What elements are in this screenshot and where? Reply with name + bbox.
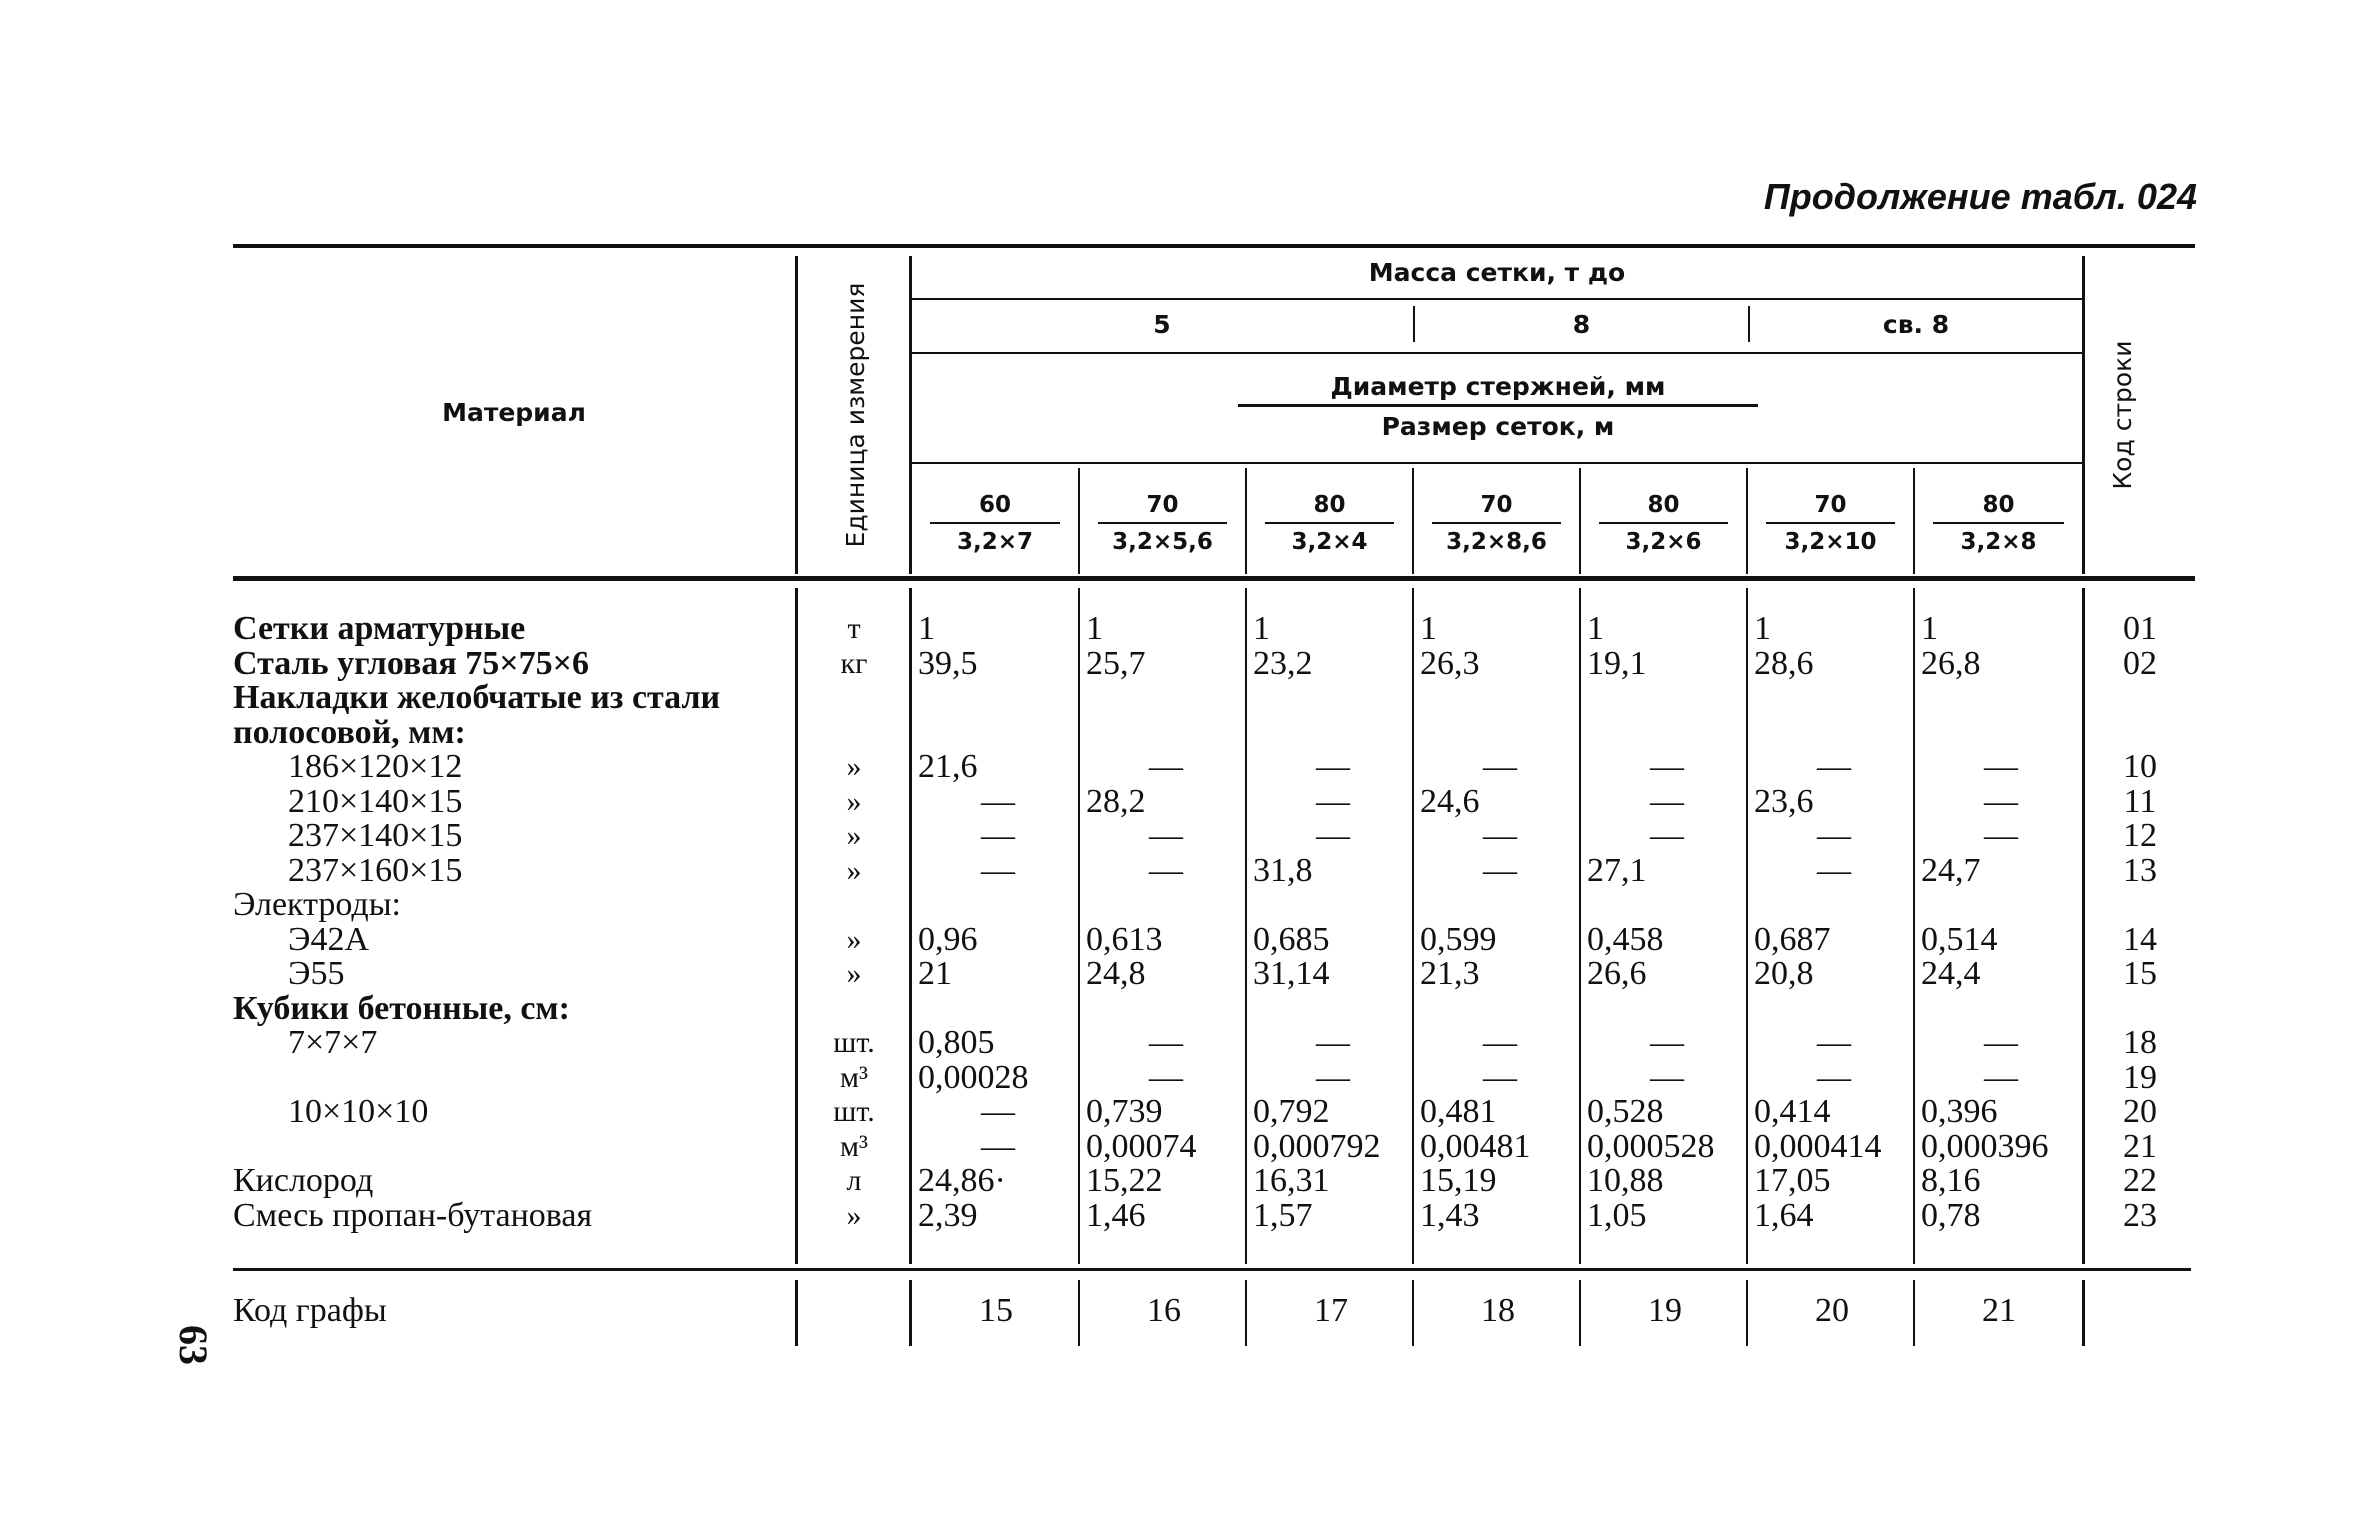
row-unit: л (846, 1164, 862, 1197)
row-code: 22 (2123, 1162, 2157, 1199)
table-cell: 1 (1420, 610, 1437, 647)
header-size-value: 3,2×4 (1291, 529, 1368, 555)
table-cell: 27,1 (1587, 851, 1647, 889)
table-cell: 1 (1086, 610, 1103, 647)
table-cell: — (1650, 1024, 1684, 1061)
table-cell: 24,8 (1086, 955, 1146, 992)
header-column-7 (1915, 490, 2082, 557)
footer-code: 17 (1314, 1292, 1348, 1329)
table-cell: — (1650, 1058, 1684, 1096)
table-cell: — (1483, 748, 1517, 785)
header-group-8: 8 (1572, 310, 1591, 339)
header-column-2 (1080, 490, 1245, 557)
table-cell: 1,43 (1420, 1196, 1480, 1234)
row-code: 18 (2123, 1024, 2157, 1061)
table-cell: 24,4 (1921, 955, 1981, 992)
row-unit: м³ (840, 1129, 868, 1163)
row-material: Электроды: (233, 886, 402, 923)
header-size-value: 3,2×5,6 (1112, 529, 1213, 555)
row-code: 23 (2123, 1196, 2157, 1234)
row-code: 21 (2123, 1127, 2157, 1165)
table-cell: — (981, 851, 1015, 889)
row-code: 02 (2123, 644, 2157, 682)
table-cell: — (1483, 1058, 1517, 1096)
table-cell: 0,805 (918, 1024, 995, 1061)
header-diameter-value: 60 (978, 492, 1011, 518)
page-number: 63 (171, 1325, 216, 1365)
row-unit: шт. (833, 1026, 875, 1059)
row-code: 12 (2123, 817, 2157, 854)
table-cell: 25,7 (1086, 644, 1146, 682)
row-unit: м³ (840, 1060, 868, 1094)
row-unit: » (846, 922, 862, 956)
row-material: 7×7×7 (288, 1024, 378, 1061)
table-cell: 0,414 (1754, 1093, 1831, 1130)
header-diameter-value: 80 (1982, 492, 2015, 518)
table-cell: — (1817, 817, 1851, 854)
table-cell: 17,05 (1754, 1162, 1831, 1199)
table-caption: Продолжение табл. 024 (1763, 176, 2197, 217)
row-unit: » (846, 957, 862, 990)
table-cell: — (1149, 748, 1183, 785)
row-unit: шт. (833, 1095, 875, 1128)
row-material: 210×140×15 (288, 782, 463, 820)
row-material: Э55 (288, 955, 345, 992)
table-cell: 2,39 (918, 1196, 978, 1234)
table-cell: 24,7 (1921, 851, 1981, 889)
header-size-value: 3,2×7 (956, 529, 1034, 555)
footer-code: 16 (1147, 1292, 1181, 1329)
body-divider-unit (909, 588, 912, 1264)
table-cell: — (1984, 1058, 2018, 1096)
header-diameter-value: 70 (1480, 492, 1513, 518)
table-cell: — (1149, 817, 1183, 854)
table-cell: — (1650, 817, 1684, 854)
table-cell: — (1650, 782, 1684, 820)
table-cell: 23,6 (1754, 782, 1814, 820)
col-divider-material (795, 256, 798, 574)
table-cell: — (1650, 748, 1684, 785)
table-cell: 0,792 (1253, 1093, 1330, 1130)
table-cell: — (1149, 851, 1183, 889)
row-material: 237×140×15 (288, 817, 463, 854)
table-cell: 20,8 (1754, 955, 1814, 992)
header-diameter-value: 80 (1647, 492, 1680, 518)
header-size-value: 3,2×8,6 (1446, 529, 1547, 555)
table-cell: 1 (918, 610, 935, 647)
size-rule (912, 462, 2082, 464)
row-material: Кислород (233, 1162, 374, 1199)
row-material: полосовой, мм: (233, 713, 466, 751)
table-cell: 24,86· (918, 1162, 1006, 1199)
table-cell: 0,528 (1587, 1093, 1664, 1130)
table-cell: 31,8 (1253, 851, 1313, 889)
table-cell: 1 (1921, 610, 1938, 647)
header-mass: Масса сетки, т до (1368, 258, 1626, 287)
row-material: 237×160×15 (288, 851, 463, 889)
row-material: Сетки арматурные (233, 610, 526, 647)
table-cell: — (981, 782, 1015, 820)
table-cell: 16,31 (1253, 1162, 1330, 1199)
table-cell: 0,687 (1754, 920, 1831, 958)
row-material: Накладки желобчатые из стали (233, 679, 721, 716)
row-material: 186×120×12 (288, 748, 463, 785)
table-cell: 19,1 (1587, 644, 1647, 682)
body-bottom-rule (233, 1268, 2191, 1271)
table-cell: 31,14 (1253, 955, 1330, 992)
table-cell: 0,613 (1086, 920, 1163, 958)
table-cell: 0,396 (1921, 1093, 1998, 1130)
table-cell: 1 (1253, 610, 1270, 647)
header-group-over-8: св. 8 (1882, 310, 1950, 339)
table-cell: 0,458 (1587, 920, 1664, 958)
table-cell: 0,78 (1921, 1196, 1981, 1234)
table-cell: — (981, 1093, 1015, 1130)
row-material: Кубики бетонные, см: (233, 989, 570, 1027)
row-code: 01 (2123, 610, 2157, 647)
table-cell: 0,514 (1921, 920, 1998, 958)
table-cell: 28,2 (1086, 782, 1146, 820)
table-cell: — (1149, 1024, 1183, 1061)
table-cell: 26,3 (1420, 644, 1480, 682)
table-cell: 26,8 (1921, 644, 1981, 682)
table-cell: 21,3 (1420, 955, 1480, 992)
row-unit: кг (840, 646, 868, 680)
row-code: 10 (2123, 748, 2157, 785)
header-size: Размер сеток, м (1381, 412, 1615, 441)
table-cell: — (1817, 1024, 1851, 1061)
header-diameter-value: 70 (1814, 492, 1847, 518)
header-diameter-value: 80 (1313, 492, 1346, 518)
table-cell: — (1984, 782, 2018, 820)
row-code: 15 (2123, 955, 2157, 992)
table-cell: 24,6 (1420, 782, 1480, 820)
table-cell: 39,5 (918, 644, 978, 682)
table-cell: 15,22 (1086, 1162, 1163, 1199)
header-unit: Единица измерения (841, 282, 870, 548)
row-material: 10×10×10 (288, 1093, 429, 1130)
table-cell: — (981, 817, 1015, 854)
header-size-value: 3,2×6 (1625, 529, 1702, 555)
footer-code: 19 (1648, 1292, 1682, 1329)
row-code: 13 (2123, 851, 2157, 889)
header-column-3 (1247, 490, 1412, 557)
table-cell: — (1817, 851, 1851, 889)
table-cell: 0,599 (1420, 920, 1497, 958)
row-code: 19 (2123, 1058, 2157, 1096)
table-cell: 0,00028 (918, 1058, 1029, 1096)
header-column-4 (1414, 490, 1579, 557)
header-bottom-rule (233, 576, 2195, 581)
table-cell: 0,739 (1086, 1093, 1163, 1130)
body-divider-1 (1078, 588, 1080, 1264)
footer-label: Код графы (233, 1292, 387, 1329)
table-cell: 1 (1754, 610, 1771, 647)
body-divider-code (2082, 588, 2085, 1264)
row-material: Сталь угловая 75×75×6 (233, 644, 590, 682)
table-cell: — (1316, 817, 1350, 854)
table-cell: 21,6 (918, 748, 978, 785)
table-cell: 0,481 (1420, 1093, 1497, 1130)
table-cell: 1,64 (1754, 1196, 1814, 1234)
footer-divider-material (795, 1280, 798, 1346)
header-diameter-value: 70 (1146, 492, 1179, 518)
table-cell: 0,00481 (1420, 1127, 1531, 1165)
table-cell: 0,00074 (1086, 1127, 1197, 1165)
mass-rule (912, 298, 2082, 300)
table-cell: — (1817, 1058, 1851, 1096)
row-unit: » (846, 784, 862, 818)
footer-code: 20 (1815, 1292, 1849, 1329)
table-cell: — (1316, 1058, 1350, 1096)
row-code: 14 (2123, 920, 2157, 958)
table-cell: 0,000792 (1253, 1127, 1381, 1165)
diameter-rule (1238, 404, 1758, 407)
table-cell: 1,05 (1587, 1196, 1647, 1234)
table-cell: — (1316, 1024, 1350, 1061)
table-cell: — (1984, 748, 2018, 785)
table-cell: — (1316, 748, 1350, 785)
table-cell: 0,000414 (1754, 1127, 1882, 1165)
footer-code: 18 (1481, 1292, 1515, 1329)
table-cell: 10,88 (1587, 1162, 1664, 1199)
table-cell: 1,46 (1086, 1196, 1146, 1234)
row-material: Смесь пропан-бутановая (233, 1196, 593, 1234)
group-rule (912, 352, 2082, 354)
row-unit: » (846, 750, 862, 783)
table-cell: — (1984, 817, 2018, 854)
footer-code: 15 (979, 1292, 1013, 1329)
table-cell: 1,57 (1253, 1196, 1313, 1234)
table-cell: — (1316, 782, 1350, 820)
table-cell: 1 (1587, 610, 1604, 647)
header-row-code: Код строки (2108, 340, 2137, 490)
table-cell: — (1483, 817, 1517, 854)
row-unit: » (846, 819, 862, 852)
table-cell: 21 (918, 955, 952, 992)
header-size-value: 3,2×8 (1960, 529, 2037, 555)
table-cell: 26,6 (1587, 955, 1647, 992)
header-diameter: Диаметр стержней, мм (1330, 372, 1666, 401)
table-cell: 8,16 (1921, 1162, 1981, 1199)
table-cell: 23,2 (1253, 644, 1313, 682)
header-column-1 (912, 490, 1078, 557)
row-unit: » (846, 853, 862, 887)
table-cell: — (1483, 851, 1517, 889)
header-group-5: 5 (1153, 310, 1171, 339)
row-material: Э42А (288, 920, 369, 958)
table-cell: — (1817, 748, 1851, 785)
table-cell: 15,19 (1420, 1162, 1497, 1199)
top-rule (233, 244, 2195, 248)
row-code: 20 (2123, 1093, 2157, 1130)
footer-code: 21 (1982, 1292, 2016, 1329)
table-cell: 0,000396 (1921, 1127, 2049, 1165)
table-cell: 0,96 (918, 920, 978, 958)
header-column-5 (1581, 490, 1746, 557)
table-cell: — (981, 1127, 1015, 1165)
table-cell: — (1483, 1024, 1517, 1061)
table-cell: — (1149, 1058, 1183, 1096)
table-cell: — (1984, 1024, 2018, 1061)
col-divider-code (2082, 256, 2085, 574)
row-unit: т (847, 612, 861, 645)
row-code: 11 (2123, 782, 2157, 820)
header-size-value: 3,2×10 (1784, 529, 1877, 555)
body-divider-material (795, 588, 798, 1264)
table-cell: 0,685 (1253, 920, 1330, 958)
header-material: Материал (442, 398, 586, 427)
table-cell: 28,6 (1754, 644, 1814, 682)
row-unit: » (846, 1198, 862, 1232)
table-cell: 0,000528 (1587, 1127, 1715, 1165)
header-column-6 (1748, 490, 1913, 557)
